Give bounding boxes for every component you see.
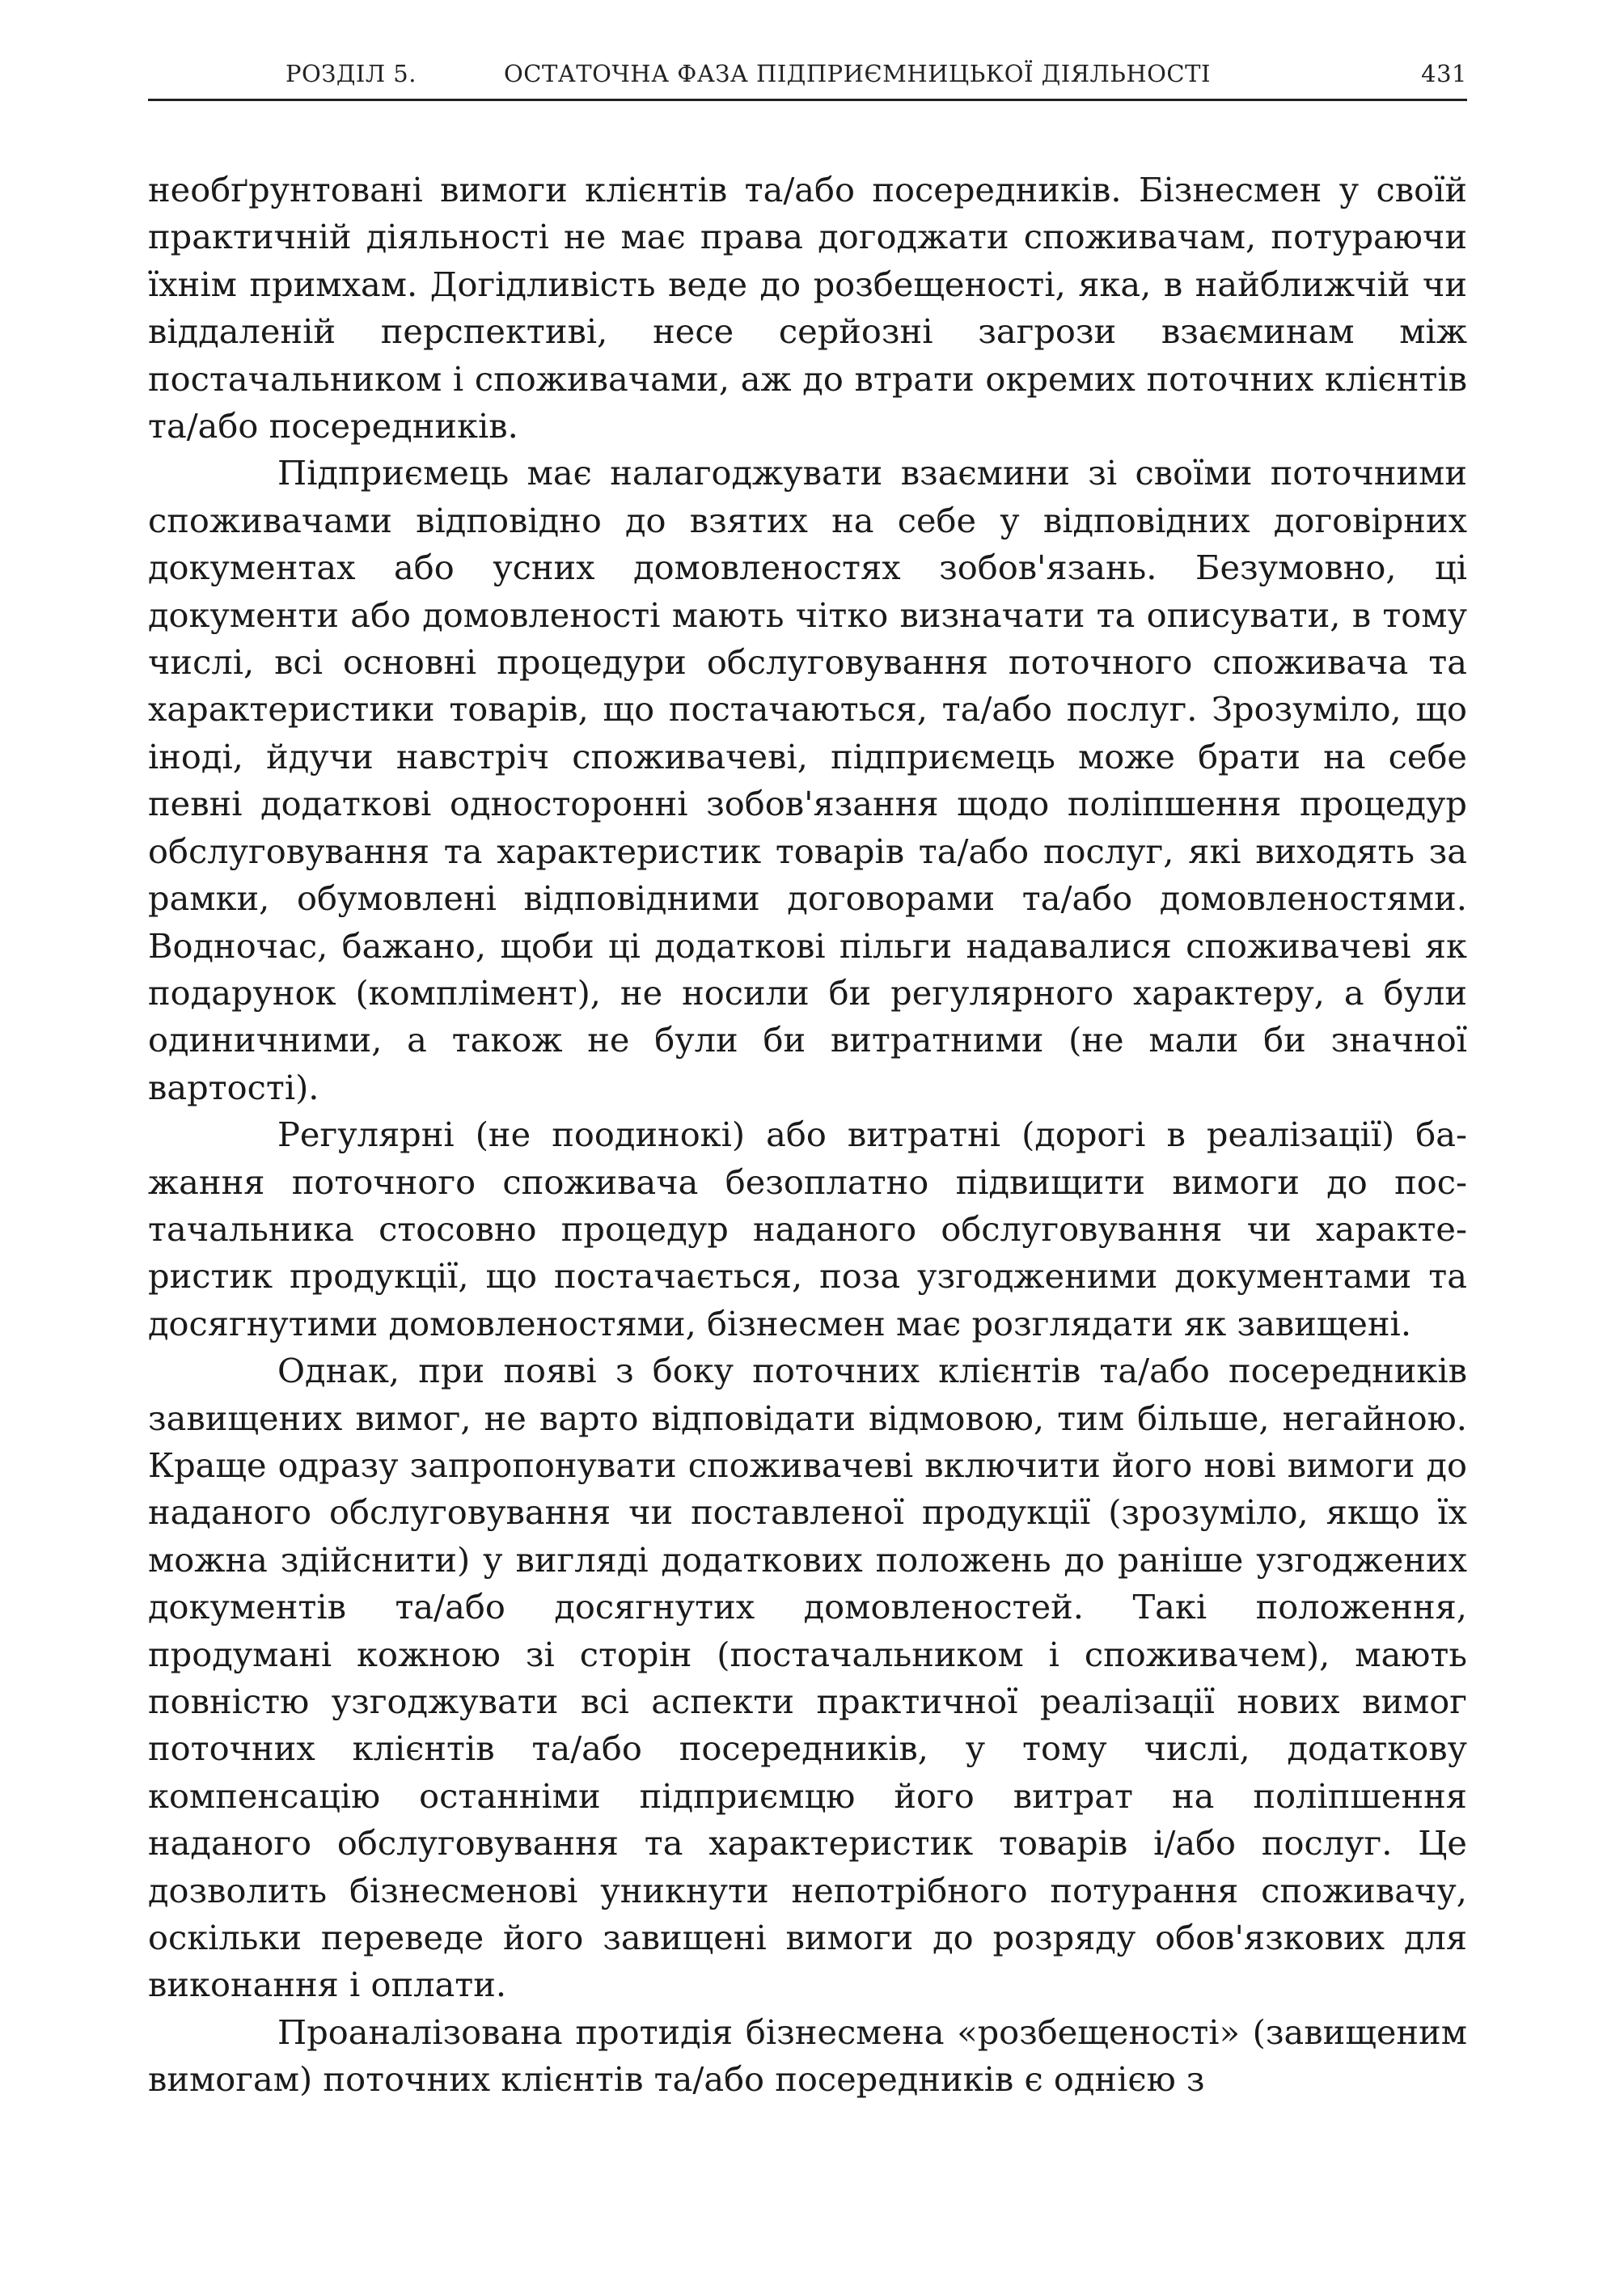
paragraph: Підприємець має налагоджувати взаємини зі своїми поточними споживачами відповідно до взятих на себе у відповідних договірних документах або усних домовленостях зобов'язань. Безумовно, ці документи або домовленості мають чітко визначати та описувати, в тому числі, всі основні процедури обслуговування поточного споживача та характеристики товарів, що постачаються, та/або послуг. Зрозуміло, що іноді, йдучи навстріч споживачеві, підприємець може брати на себе певні додаткові односторонні зобов'язання щодо поліпшення процедур обслуговування та характеристик товарів та/або послуг, які виходять за рамки, обумовлені відповідними договорами та/або домовленостями. Водночас, бажано, щоби ці додаткові пільги надавалися споживачеві як подарунок (комплімент), не носили би регулярного характеру, а були одиничними, а також не були би витратними (не мали би значної вартості). [148,453,1467,1107]
header-chapter-title: ОСТАТОЧНА ФАЗА ПІДПРИЄМНИЦЬКОЇ ДІЯЛЬНОСТІ [504,60,1211,87]
header-section-label: РОЗДІЛ 5. [285,60,417,87]
running-header [148,55,1467,101]
header-page-number: 431 [1421,60,1467,87]
paragraph: Регулярні (не поодинокі) або витратні (дорогі в реалізації) бажання поточного споживача безоплатно підвищити вимоги до постачальника стосовно процедур наданого обслуговування чи характеристик продукції, що постачається, поза узгодженими документами та досягнутими домовленостями, бізнесмен має розглядати як завищені. [148,1115,1467,1343]
paragraph: Проаналізована протидія бізнесмена «розбещеності» (завищеним вимогам) поточних клієнтів та/або посередників є однією з [148,2012,1467,2100]
paragraph: Однак, при появі з боку поточних клієнтів та/або посередників завищених вимог, не варто відповідати відмовою, тим більше, негайною. Краще одразу запропонувати споживачеві включити його нові вимоги до наданого обслуговування чи поставленої продукції (зрозуміло, якщо їх можна здійснити) у вигляді додаткових положень до раніше узгоджених документів та/або досягнутих домовленостей. Такі положення, продумані кожною зі сторін (постачальником і споживачем), мають повністю узгоджувати всі аспекти практичної реалізації нових вимог поточних клієнтів та/або посередників, у тому числі, додаткову компенсацію останніми підприємцю його витрат на поліпшення наданого обслуговування та характеристик товарів і/або послуг. Це дозволить бізнесменові уникнути непотрібного потурання споживачу, оскільки переведе його завищені вимоги до розряду обов'язкових для виконання і оплати. [148,1351,1467,2005]
paragraph-continued: необґрунтовані вимоги клієнтів та/або посередників. Бізнесмен у своїй практичній діяльності не має права догоджати споживачам, потураючи їхнім примхам. Догідливість веде до розбещеності, яка, в найближчій чи віддаленій перспективі, несе серйозні загрози взаєминам між постачальником і споживачами, аж до втрати окремих поточних клієнтів та/або посередників. [148,170,1467,446]
body-text [148,167,1467,2104]
